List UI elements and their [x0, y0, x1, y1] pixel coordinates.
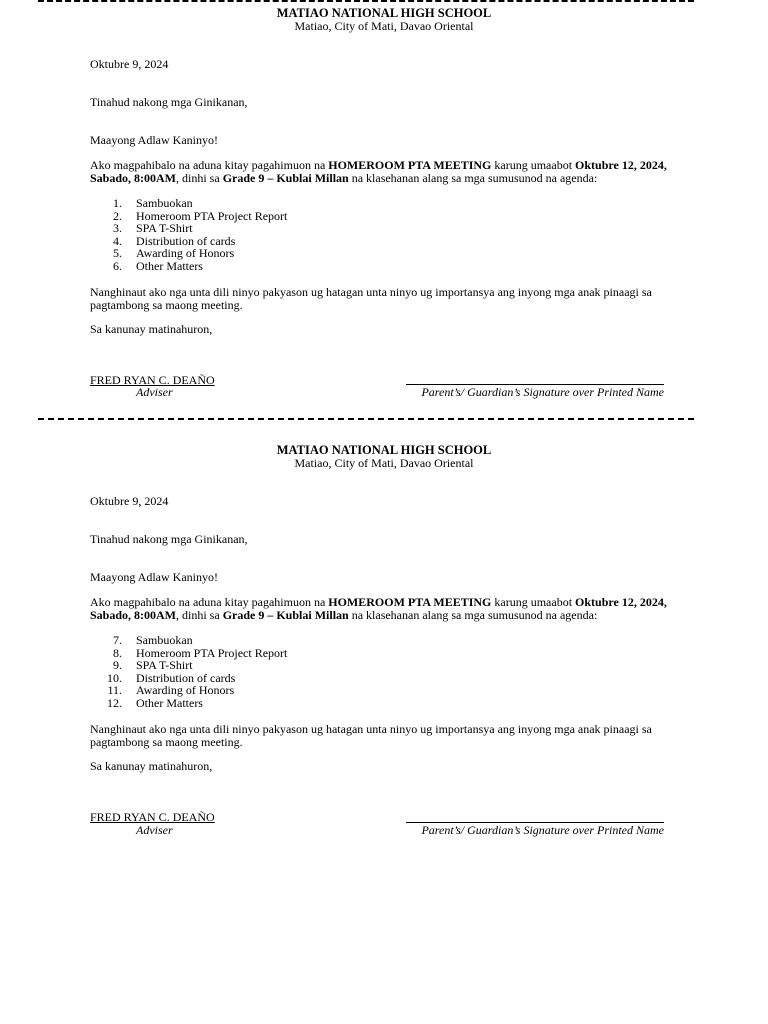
- agenda-text: Sambuokan: [136, 633, 193, 647]
- agenda-text: Homeroom PTA Project Report: [136, 208, 288, 223]
- agenda-number: 10.: [107, 670, 122, 685]
- adviser-role: Adviser: [136, 385, 173, 399]
- intro-paragraph: [90, 159, 670, 184]
- signature-label: Parent’s/ Guardian’s Signature over Printed Name: [421, 823, 664, 837]
- agenda-text: Distribution of cards: [136, 670, 236, 685]
- agenda-list: [90, 634, 287, 710]
- agenda-number: 11.: [107, 683, 122, 698]
- meeting-datetime: Oktubre 12, 2024, Sabado, 8:00AM: [90, 158, 667, 185]
- agenda-number: 7.: [113, 633, 122, 647]
- sign-off: Sa kanunay matinahuron,: [90, 322, 213, 336]
- agenda-text: Awarding of Honors: [136, 246, 235, 261]
- meeting-datetime: Oktubre 12, 2024, Sabado, 8:00AM: [90, 595, 667, 622]
- intro-text: na klasehanan alang sa mga sumusunod na agenda:: [348, 170, 598, 185]
- agenda-number: 3.: [113, 221, 122, 236]
- agenda-text: Other Matters: [136, 258, 203, 273]
- adviser-name: FRED RYAN C. DEAÑO: [90, 810, 215, 824]
- agenda-number: 4.: [113, 233, 122, 248]
- meeting-name: HOMEROOM PTA MEETING: [328, 158, 492, 172]
- agenda-item: [90, 260, 287, 273]
- cut-line: [38, 418, 694, 420]
- school-name: MATIAO NATIONAL HIGH SCHOOL: [276, 443, 492, 457]
- agenda-number: 8.: [113, 645, 122, 660]
- salutation: Tinahud nakong mga Ginikanan,: [90, 95, 248, 109]
- agenda-text: Sambuokan: [136, 196, 193, 210]
- agenda-number: 12.: [107, 695, 122, 710]
- greeting: Maayong Adlaw Kaninyo!: [90, 570, 218, 584]
- intro-text: karung umaabot: [491, 595, 576, 609]
- agenda-text: SPA T-Shirt: [136, 658, 193, 673]
- closing-paragraph: Nanghinaut ako nga unta dili ninyo pakyason ug hatagan unta ninyo ug importansya ang inyong mga anak pinaagi sa pagtambong sa maong meeting.: [90, 285, 652, 312]
- adviser-name: FRED RYAN C. DEAÑO: [90, 373, 215, 387]
- intro-text: karung umaabot: [491, 158, 576, 172]
- school-address: Matiao, City of Mati, Davao Oriental: [294, 456, 474, 470]
- meeting-name: HOMEROOM PTA MEETING: [328, 595, 492, 609]
- agenda-text: Other Matters: [136, 695, 203, 710]
- intro-text: Ako magpahibalo na aduna kitay pagahimuon na: [90, 595, 329, 609]
- intro-text: na klasehanan alang sa mga sumusunod na agenda:: [348, 607, 598, 622]
- agenda-text: Awarding of Honors: [136, 683, 235, 698]
- letter-date: Oktubre 9, 2024: [90, 494, 169, 508]
- agenda-number: 2.: [113, 208, 122, 223]
- intro-text: , dinhi sa: [176, 170, 223, 185]
- agenda-number: 6.: [113, 258, 122, 273]
- agenda-number: 9.: [113, 658, 122, 673]
- signature-label: Parent’s/ Guardian’s Signature over Printed Name: [421, 385, 664, 399]
- intro-paragraph: [90, 596, 670, 621]
- agenda-list: [90, 197, 287, 273]
- agenda-number: 1.: [113, 196, 122, 210]
- letter-copy-2: [0, 437, 768, 847]
- greeting: Maayong Adlaw Kaninyo!: [90, 133, 218, 147]
- letter-date: Oktubre 9, 2024: [90, 57, 169, 71]
- adviser-role: Adviser: [136, 823, 173, 837]
- agenda-text: Homeroom PTA Project Report: [136, 645, 288, 660]
- agenda-text: SPA T-Shirt: [136, 221, 193, 236]
- intro-text: , dinhi sa: [176, 607, 223, 622]
- agenda-item: [90, 697, 287, 710]
- meeting-venue: Grade 9 – Kublai Millan: [222, 170, 349, 185]
- sign-off: Sa kanunay matinahuron,: [90, 759, 213, 773]
- salutation: Tinahud nakong mga Ginikanan,: [90, 532, 248, 546]
- closing-paragraph: Nanghinaut ako nga unta dili ninyo pakyason ug hatagan unta ninyo ug importansya ang inyong mga anak pinaagi sa pagtambong sa maong meeting.: [90, 722, 652, 749]
- school-name: MATIAO NATIONAL HIGH SCHOOL: [276, 6, 492, 20]
- agenda-text: Distribution of cards: [136, 233, 236, 248]
- letter-copy-1: [0, 0, 768, 410]
- agenda-number: 5.: [113, 246, 122, 261]
- meeting-venue: Grade 9 – Kublai Millan: [222, 607, 349, 622]
- intro-text: Ako magpahibalo na aduna kitay pagahimuon na: [90, 158, 329, 172]
- school-address: Matiao, City of Mati, Davao Oriental: [294, 19, 474, 33]
